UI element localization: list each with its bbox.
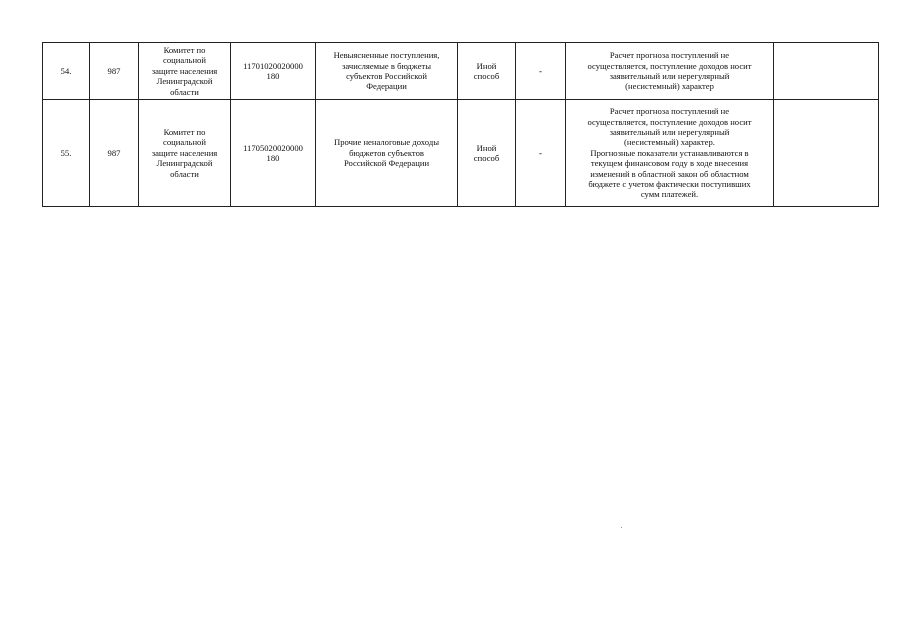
row-number-cell: 54. (43, 43, 90, 100)
note-line: Расчет прогноза поступлений не (609, 106, 730, 117)
forecast-method-line: способ (473, 71, 500, 81)
note-line: (несистемный) характер. (624, 137, 715, 148)
revenue-name-line: Невыясненные поступления, (333, 50, 440, 61)
note-line: изменений в областной закон об областном (590, 168, 749, 179)
forecast-method-line: Иной (476, 60, 497, 71)
note-line: осуществляется, поступление доходов носит (587, 116, 752, 127)
scan-speck (621, 527, 622, 528)
chapter-code-cell: 987 (90, 43, 139, 100)
kbk-code-line: 11701020020000 (243, 60, 303, 71)
revenue-forecast-table (42, 42, 879, 207)
administrator-line: области (170, 168, 199, 179)
revenue-name-cell (316, 100, 458, 207)
kbk-code-line: 11705020020000 (243, 142, 303, 153)
note-line: заявительный или нерегулярный (609, 126, 730, 137)
revenue-name-line: Российской Федерации (343, 158, 430, 169)
revenue-name-cell (316, 43, 458, 100)
administrator-cell (139, 100, 231, 207)
empty-cell (774, 100, 879, 207)
kbk-code-cell (231, 100, 316, 207)
empty-cell (774, 43, 879, 100)
chapter-code-cell: 987 (90, 100, 139, 207)
row-number-cell: 55. (43, 100, 90, 207)
administrator-line: социальной (163, 55, 206, 66)
revenue-name-line: Федерации (366, 81, 407, 92)
administrator-line: Комитет по (163, 126, 206, 137)
note-line: сумм платежей. (640, 189, 699, 200)
forecast-method-cell (458, 43, 516, 100)
formula-cell: - (516, 100, 566, 207)
note-line: (несистемный) характер (625, 81, 714, 92)
kbk-code-line: 180 (266, 71, 280, 81)
note-line: Прогнозные показатели устанавливаются в (590, 147, 749, 158)
note-line: Расчет прогноза поступлений не (609, 50, 730, 61)
note-line: бюджете с учетом фактически поступивших (588, 179, 751, 190)
administrator-line: защите населения (151, 147, 218, 158)
kbk-code-cell (231, 43, 316, 100)
note-line: осуществляется, поступление доходов носит (587, 60, 752, 71)
revenue-name-line: Прочие неналоговые доходы (334, 137, 439, 148)
note-line: заявительный или нерегулярный (609, 71, 730, 81)
administrator-cell (139, 43, 231, 100)
table-row (43, 43, 879, 100)
note-line: текущем финансовом году в ходе внесения (590, 158, 749, 169)
administrator-line: Ленинградской (156, 76, 213, 87)
revenue-name-line: зачисляемые в бюджеты (342, 60, 431, 71)
table-row (43, 100, 879, 207)
administrator-line: области (170, 86, 199, 97)
administrator-line: Ленинградской (156, 158, 213, 169)
formula-cell: - (516, 43, 566, 100)
revenue-name-line: бюджетов субъектов (349, 147, 424, 158)
forecast-note-cell (566, 100, 774, 207)
revenue-name-line: субъектов Российской (346, 71, 427, 81)
administrator-line: защите населения (151, 65, 218, 76)
forecast-method-cell (458, 100, 516, 207)
administrator-line: Комитет по (163, 44, 206, 55)
forecast-note-cell (566, 43, 774, 100)
administrator-line: социальной (163, 137, 206, 148)
kbk-code-line: 180 (266, 153, 280, 163)
forecast-method-line: способ (473, 153, 500, 163)
forecast-method-line: Иной (476, 142, 497, 153)
